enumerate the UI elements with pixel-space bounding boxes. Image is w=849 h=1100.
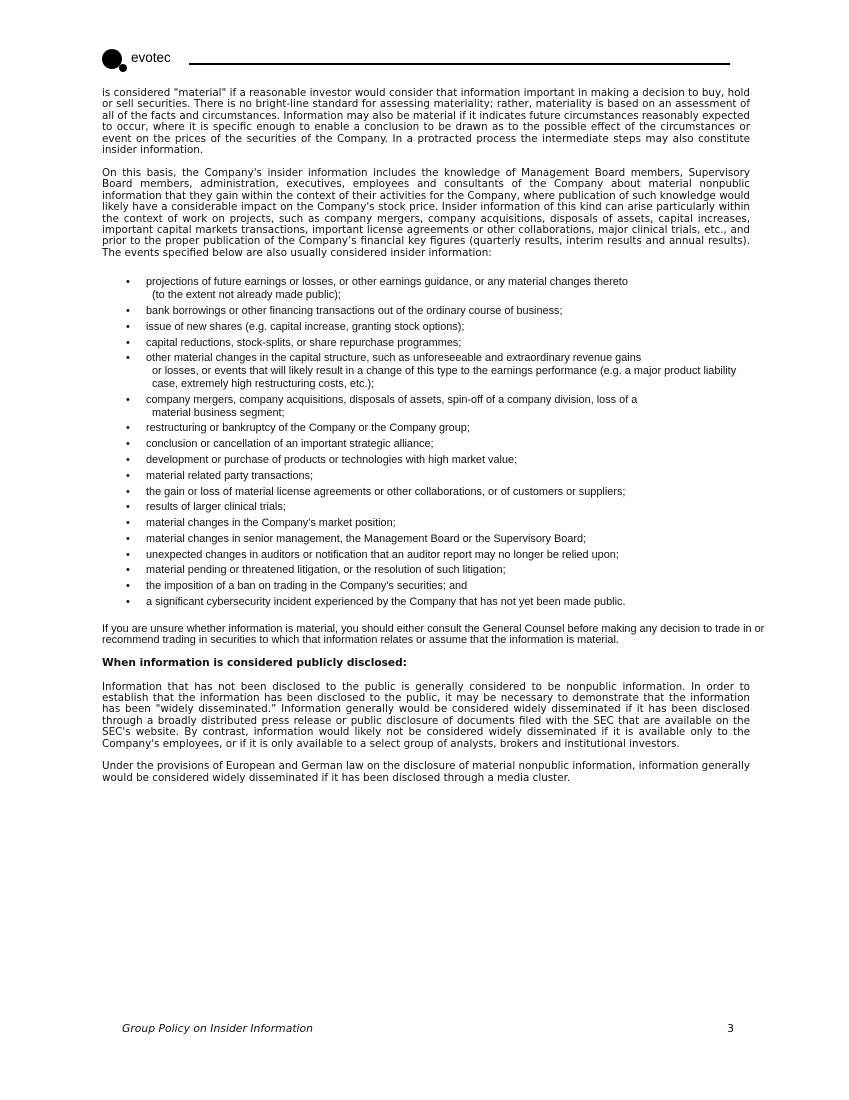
- list-item: [102, 321, 750, 334]
- paragraph-materiality: is considered "material" if a reasonable investor would consider that information important in making a decision to buy, hold or sell securities. There is no bright-line standard for assessing materiality; rather, materiality is based on an assessment of all of the facts and circumstances. Information may also be material if it indicates future circumstances reasonably expected to occur, where it is specific enough to enable a conclusion to be drawn as to the possible effect of the circumstances or event on the prices of the securities of the Company. In a protracted process the intermediate steps may also constitute insider information.: [102, 87, 750, 157]
- paragraph-unsure: If you are unsure whether information is material, you should either consult the General Counsel before making any decision to trade in or recommend trading in securities to which that information relates or assume that the information is material.: [102, 622, 765, 647]
- paragraph-european-law: Under the provisions of European and German law on the disclosure of material nonpublic information, information generally would be considered widely disseminated if it has been disclosed through a media cluster.: [102, 760, 750, 784]
- page-number: 3: [727, 1022, 734, 1035]
- bullet-icon: •: [126, 564, 130, 577]
- list-item-text: bank borrowings or other financing transactions out of the ordinary course of business;: [146, 304, 563, 317]
- bullet-icon: •: [126, 580, 130, 593]
- bullet-icon: •: [126, 336, 130, 349]
- list-item: [102, 454, 750, 467]
- bullet-icon: •: [126, 393, 130, 406]
- bullet-icon: •: [126, 320, 130, 333]
- list-item: [102, 352, 750, 390]
- list-item-text: capital reductions, stock-splits, or share repurchase programmes;: [146, 336, 462, 349]
- bullet-icon: •: [126, 352, 130, 365]
- bullet-icon: •: [126, 485, 130, 498]
- list-item-text: results of larger clinical trials;: [146, 501, 286, 514]
- bullet-icon: •: [126, 596, 130, 609]
- bullet-icon: •: [126, 548, 130, 561]
- list-item: [102, 305, 750, 318]
- page-header: [102, 45, 730, 73]
- list-item-text-continued: or losses, or events that will likely result in a change of this type to the earnings performance (e.g. a major product liability case, extremely high restructuring costs, etc.);: [152, 365, 737, 390]
- list-item: [102, 486, 750, 499]
- list-item-text: restructuring or bankruptcy of the Company or the Company group;: [146, 422, 470, 435]
- list-item-text: material changes in the Company's market position;: [146, 517, 396, 530]
- list-item: [102, 533, 750, 546]
- list-item: [102, 337, 750, 350]
- list-item: [102, 422, 750, 435]
- bullet-icon: •: [126, 453, 130, 466]
- list-item-text: issue of new shares (e.g. capital increase, granting stock options);: [146, 320, 465, 333]
- bullet-icon: •: [126, 501, 130, 514]
- list-item-text: the gain or loss of material license agreements or other collaborations, or of customers or suppliers;: [146, 485, 626, 498]
- footer-title: Group Policy on Insider Information: [122, 1022, 314, 1035]
- list-item-text: conclusion or cancellation of an important strategic alliance;: [146, 438, 434, 451]
- bullet-icon: •: [126, 469, 130, 482]
- list-item-text: a significant cybersecurity incident experienced by the Company that has not yet been made public.: [146, 596, 626, 609]
- list-item: [102, 517, 750, 530]
- list-item: [102, 276, 750, 302]
- list-item-text-continued: material business segment;: [152, 406, 285, 419]
- list-item-text-continued: (to the extent not already made public);: [152, 289, 341, 302]
- list-item: [102, 501, 750, 514]
- list-item-text: material pending or threatened litigation, or the resolution of such litigation;: [146, 564, 506, 577]
- document-body: [102, 87, 765, 784]
- list-item: [102, 549, 750, 562]
- logo-text: evotec: [131, 50, 171, 65]
- bullet-icon: •: [126, 517, 130, 530]
- list-item-text: projections of future earnings or losses, or other earnings guidance, or any material changes thereto: [146, 276, 628, 289]
- list-item: [102, 394, 750, 420]
- paragraph-public-disclosure: Information that has not been disclosed to the public is generally considered to be nonpublic information. In order to establish that the information has been disclosed to the public, it may be necessary to demonstrate that the information has been "widely disseminated.” Information generally would be considered widely disseminated if it has been disclosed through a broadly distributed press release or public disclosure of documents filed with the SEC that are available on the SEC's website. By contrast, information would likely not be considered widely disseminated if it is available only to the Company's employees, or if it is only available to a select group of analysts, brokers and institutional investors.: [102, 680, 750, 750]
- section-heading: When information is considered publicly disclosed:: [102, 657, 407, 670]
- list-item: [102, 438, 750, 451]
- insider-events-list: [102, 276, 750, 609]
- bullet-icon: •: [126, 438, 130, 451]
- list-item: [102, 470, 750, 483]
- bullet-icon: •: [126, 304, 130, 317]
- list-item-text: material related party transactions;: [146, 469, 314, 482]
- list-item-text: company mergers, company acquisitions, disposals of assets, spin-off of a company division, loss of a: [146, 393, 638, 406]
- list-item: [102, 596, 750, 609]
- bullet-icon: •: [126, 422, 130, 435]
- paragraph-insider-information: On this basis, the Company's insider information includes the knowledge of Management Board members, Supervisory Board members, administration, executives, employees and consultants of the Company about material nonpublic information that they gain within the context of their activities for the Company, where publication of such knowledge would likely have a considerable impact on the Company's stock price. Insider information of this kind can arise particularly within the context of work on projects, such as company mergers, company acquisitions, disposals of assets, capital increases, important capital markets transactions, important license agreements or other collaborations, major clinical trials, etc., and prior to the proper publication of the Company’s financial key figures (quarterly results, interim results and annual results). The events specified below are also usually considered insider information:: [102, 166, 750, 259]
- bullet-icon: •: [126, 276, 130, 289]
- list-item-text: other material changes in the capital structure, such as unforeseeable and extraordinary revenue gains: [146, 352, 642, 365]
- list-item-text: unexpected changes in auditors or notification that an auditor report may no longer be relied upon;: [146, 548, 619, 561]
- list-item-text: the imposition of a ban on trading in the Company's securities; and: [146, 580, 468, 593]
- list-item-text: development or purchase of products or technologies with high market value;: [146, 453, 518, 466]
- bullet-icon: •: [126, 532, 130, 545]
- evotec-logo-small-dot: [119, 64, 127, 72]
- list-item: [102, 580, 750, 593]
- list-item-text: material changes in senior management, the Management Board or the Supervisory Board;: [146, 532, 587, 545]
- list-item: [102, 564, 750, 577]
- header-rule: [189, 63, 730, 65]
